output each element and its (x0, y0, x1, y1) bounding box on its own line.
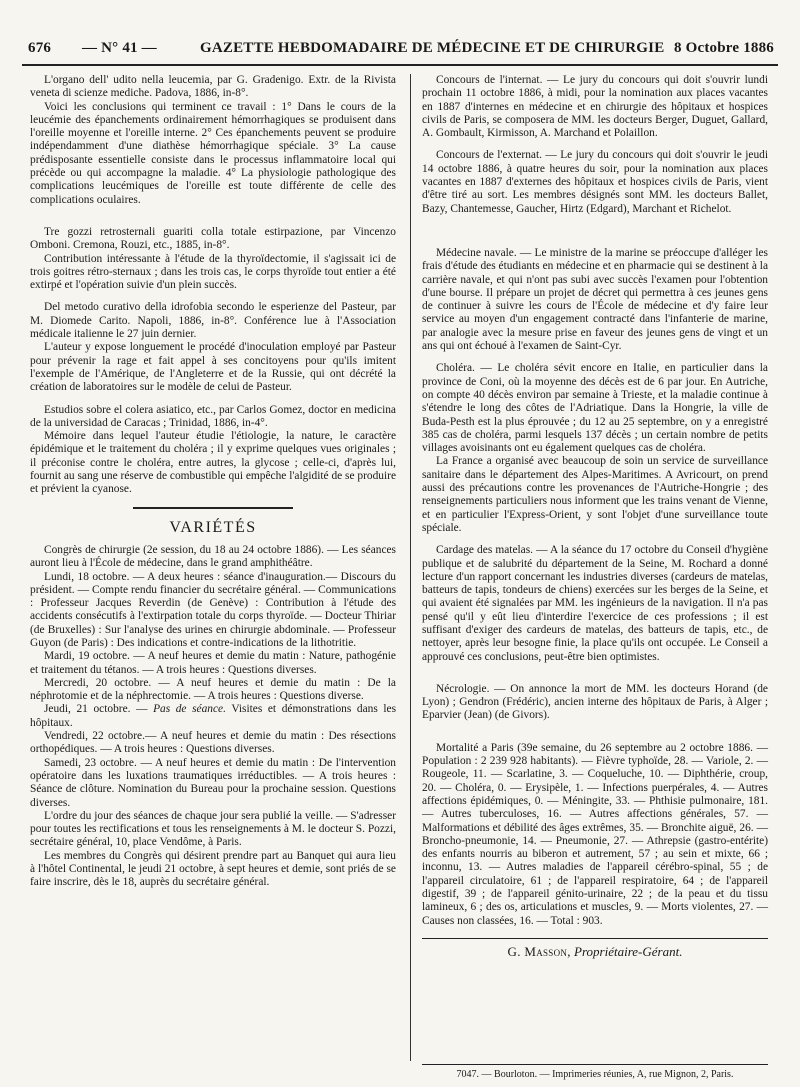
right-column (422, 74, 768, 958)
printer-footer: 7047. — Bourloton. — Imprimeries réunies, A, rue Mignon, 2, Paris. (422, 1064, 768, 1080)
news-externat: Concours de l'externat. — Le jury du concours qui doit s'ouvrir le jeudi 14 octobre 1886, à quatre heures du soir, pour la nomination aux places vacantes en 1887 d'externes des hôpitaux et hospices civils de Paris, vient d'être tiré au sort. Les membres désignés sont MM. les docteurs Ballet, Bazy, Chantemesse, Gaucher, Hirtz (Edgard), Marchant et Richelot. (422, 149, 768, 215)
signature: G. Masson, Propriétaire-Gérant. (507, 943, 683, 959)
column-divider (410, 74, 411, 1061)
review-2-heading: Tre gozzi retrosternali guariti colla totale estirpazione, par Vincenzo Omboni. Cremona, Rouzi, etc., 1885, in-8°. (30, 225, 396, 252)
left-column (30, 74, 396, 890)
news-medecine-navale: Médecine navale. — Le ministre de la marine se préoccupe d'alléger les frais d'étude des étudiants en médecine et en pharmacie qui se destinent à la carrière navale, et qui n'ont pas subi avec succès l'examen pour l'obtention d'une bourse. Il prépare un projet de décret qui permettra à ces jeunes gens de continuer à suivre les cours de l'École de médecine et d'y faire leur service au moyen d'un engagement contracté dans l'infanterie de marine, par analogie avec la mesure prise en faveur des jeunes gens de vingt et un ans qui ont échoué à l'examen de Saint-Cyr. (422, 246, 768, 353)
review-1-heading: L'organo dell' udito nella leucemia, par G. Gradenigo. Extr. de la Rivista veneta di scienze mediche. Padova, 1886, in-8°. (30, 74, 396, 100)
news-cardage: Cardage des matelas. — A la séance du 17 octobre du Conseil d'hygiène publique et de salubrité du département de la Seine, M. Rochard a donné lecture d'un rapport concernant les industries diverses (cardeurs de matelas, batteurs de tapis, tondeurs de chiens) exercées sur les berges de la Seine, et qui avaient été signalées par MM. les ingénieurs de la navigation. Il n'a pas pensé qu'il y eût lieu d'interdire l'exercice de ces professions ; il est suffisant d'exiger des cardeurs de matelas, des batteurs de tapis, etc., de nettoyer, après leur besogne finie, la place qu'ils ont occupée. Le Conseil a approuvé ces conclusions, peut-être bien optimistes. (422, 544, 768, 663)
review-3-body: L'auteur y expose longuement le procédé d'inoculation employé par Pasteur pour prévenir la rage et fait appel à ses concitoyens pour qu'ils imitent l'exemple de l'Amérique, de l'Angleterre et de la Russie, qui ont décrété la création de laboratoires sur le modèle de celui de Pasteur. (30, 341, 396, 394)
page-header (22, 40, 778, 64)
section-separator (133, 507, 293, 509)
congress-friday: Vendredi, 22 octobre.— A neuf heures et demie du matin : Des résections orthopédiques. — A trois heures : Questions diverses. (30, 730, 396, 756)
header-rule (22, 64, 778, 66)
news-cholera: Choléra. — Le choléra sévit encore en Italie, en particulier dans la province de Coni, où la moyenne des décès est de 6 par jour. En Autriche, on compte 40 décès environ par semaine à Trieste, et la maladie continue à s'étendre le long des côtes de l'Adriatique. Dans la Hongrie, la ville de Buda-Pesth est la plus éprouvée ; du 12 au 25 septembre, on y a enregistré 385 cas de choléra, parmi lesquels 137 décès ; un certain nombre de petits villages avoisinants ont eu également quelques cas de choléra. (422, 362, 768, 455)
congress-banquet-note: Les membres du Congrès qui désirent prendre part au Banquet qui aura lieu à l'hôtel Continental, le jeudi 21 octobre, à sept heures et demie, sont priés de se faire inscrire, dès le 18, auprès du secrétaire général. (30, 849, 396, 889)
news-mortalite: Mortalité a Paris (39e semaine, du 26 septembre au 2 octobre 1886. — Population : 2 239 928 habitants). — Fièvre typhoïde, 28. — Variole, 2. — Rougeole, 11. — Scarlatine, 3. — Coqueluche, 10. — Diphthérie, croup, 20. — Choléra, 0. — Erysipèle, 1. — Infections puerpérales, 4. — Autres affections épidémiques, 0. — Méningite, 33. — Phthisie pulmonaire, 181. — Autres tuberculoses, 16. — Autres affections générales, 57. — Malformations et débilité des âges extrêmes, 35. — Bronchite aiguë, 26. — Broncho-pneumonie, 14. — Pneumonie, 27. — Athrepsie (gastro-entérite) des enfants nourris au biberon et autrement, 57 ; au sein et mixte, 66 ; inconnu, 13. — Autres maladies de l'appareil cérébro-spinal, 55 ; de l'appareil circulatoire, 61 ; de l'appareil respiratoire, 64 ; de l'appareil digestif, 39 ; de l'appareil génito-urinaire, 22 ; de la peau et du tissu lamineux, 6 ; des os, articulations et muscles, 9. — Morts violentes, 27. — Causes non classées, 16. — Total : 903. (422, 741, 768, 927)
congress-agenda-note: L'ordre du jour des séances de chaque jour sera publié la veille. — S'adresser pour toutes les rectifications et tous les renseignements à M. le docteur S. Pozzi, secrétaire général, 10, place Vendôme, à Paris. (30, 809, 396, 849)
issue-date: 8 Octobre 1886 (673, 40, 774, 56)
review-4-body: Mémoire dans lequel l'auteur étudie l'étiologie, la nature, le caractère épidémique et le traitement du choléra ; il y exprime quelques vues originales ; il préconise contre le choléra, entre autres, la glycose ; celle-ci, d'après lui, fournit au sang une réserve de combustible qui empêche l'algidité de se produire et prévient la cyanose. (30, 430, 396, 496)
signature-rule (422, 938, 768, 939)
congress-tuesday: Mardi, 19 octobre. — A neuf heures et demie du matin : Nature, pathogénie et traitement du tétanos. — A trois heures : Questions diverses. (30, 650, 396, 676)
news-internat: Concours de l'internat. — Le jury du concours qui doit s'ouvrir lundi prochain 11 octobre 1886, à midi, pour la nomination aux places vacantes en 1887 d'internes en médecine et en chirurgie des hôpitaux et hospices civils de Paris, se composera de MM. les docteurs Berger, Duguet, Gallard, A. Gombault, Kirmisson, A. Marchand et Polaillon. (422, 74, 768, 140)
review-4-heading: Estudios sobre el colera asiatico, etc., par Carlos Gomez, doctor en medicina de la universidad de Caracas ; Trinidad, 1886, in-4°. (30, 403, 396, 429)
review-3-heading: Del metodo curativo della idrofobia secondo le esperienze del Pasteur, par M. Diomede Carito. Napoli, 1886, in-8°. Conférence lue à l'Association médicale italienne le 27 juin dernier. (30, 301, 396, 341)
congress-saturday: Samedi, 23 octobre. — A neuf heures et demie du matin : De l'intervention opératoire dans les luxations traumatiques irréductibles. — A trois heures : Séance de clôture. Nomination du Bureau pour la prochaine session. Questions diverses. (30, 756, 396, 809)
review-2-body: Contribution intéressante à l'étude de la thyroïdectomie, il s'agissait ici de trois goitres rétro-sternaux ; dans les trois cas, le corps thyroïde tout entier a été extirpé et l'opération suivie d'un plein succès. (30, 252, 396, 292)
section-title-varietes: VARIÉTÉS (169, 518, 257, 536)
congress-wednesday: Mercredi, 20 octobre. — A neuf heures et demie du matin : De la néphrotomie et de la néphrectomie. — A trois heures : Questions diverse. (30, 676, 396, 703)
issue-number: — N° 41 — (82, 40, 157, 56)
journal-title: GAZETTE HEBDOMADAIRE DE MÉDECINE ET DE CHIRURGIE (200, 40, 665, 56)
congress-thursday: Jeudi, 21 octobre. — Pas de séance. Visites et démonstrations dans les hôpitaux. (30, 703, 397, 729)
review-1-body: Voici les conclusions qui terminent ce travail : 1° Dans le cours de la leucémie des épanchements ordinairement hémorrhagiques se produisent dans l'oreille moyenne et l'oreille interne. 2° Ces épanchements peuvent se produire indépendamment d'une diathèse hémorrhagique spéciale. 3° La cause prédisposante essentielle consiste dans le processus inflammatoire local qui précède ou qui accompagne la maladie. 4° La physiologie pathologique des complications leucémiques de l'oreille est toute différente de celle des complications oculaires. (30, 100, 396, 206)
news-cholera-france: La France a organisé avec beaucoup de soin un service de surveillance sanitaire dans le département des Alpes-Maritimes. A Avricourt, on prend aussi des précautions contre les provenances de l'Autriche-Hongrie ; des renseignements particuliers nous informent que les trains venant de Vienne, et en particulier l'Express-Orient, y sont l'objet d'une surveillance toute spéciale. (422, 455, 768, 534)
news-necrologie: Nécrologie. — On annonce la mort de MM. les docteurs Horand (de Lyon) ; Gendron (Frédéric), ancien interne des hôpitaux de Paris, à Alger ; Eparvier (Jean) (de Givors). (422, 682, 768, 722)
congress-monday: Lundi, 18 octobre. — A deux heures : séance d'inauguration.— Discours du président. — Compte rendu financier du secrétaire général. — Communications : Professeur Jacques Reverdin (de Genève) : Contribution à l'étude des accidents consécutifs à l'extirpation totale du corps thyroïde. — Docteur Thiriar (de Bruxelles) : Sur l'analyse des urines en chirurgie abdominale. — Professeur Guyon (de Paris) : Des indications et contre-indications de la lithotritie. (30, 570, 396, 649)
page-number: 676 (28, 40, 52, 56)
congress-intro: Congrès de chirurgie (2e session, du 18 au 24 octobre 1886). — Les séances auront lieu à l'École de médecine, dans le grand amphithéâtre. (30, 543, 396, 570)
